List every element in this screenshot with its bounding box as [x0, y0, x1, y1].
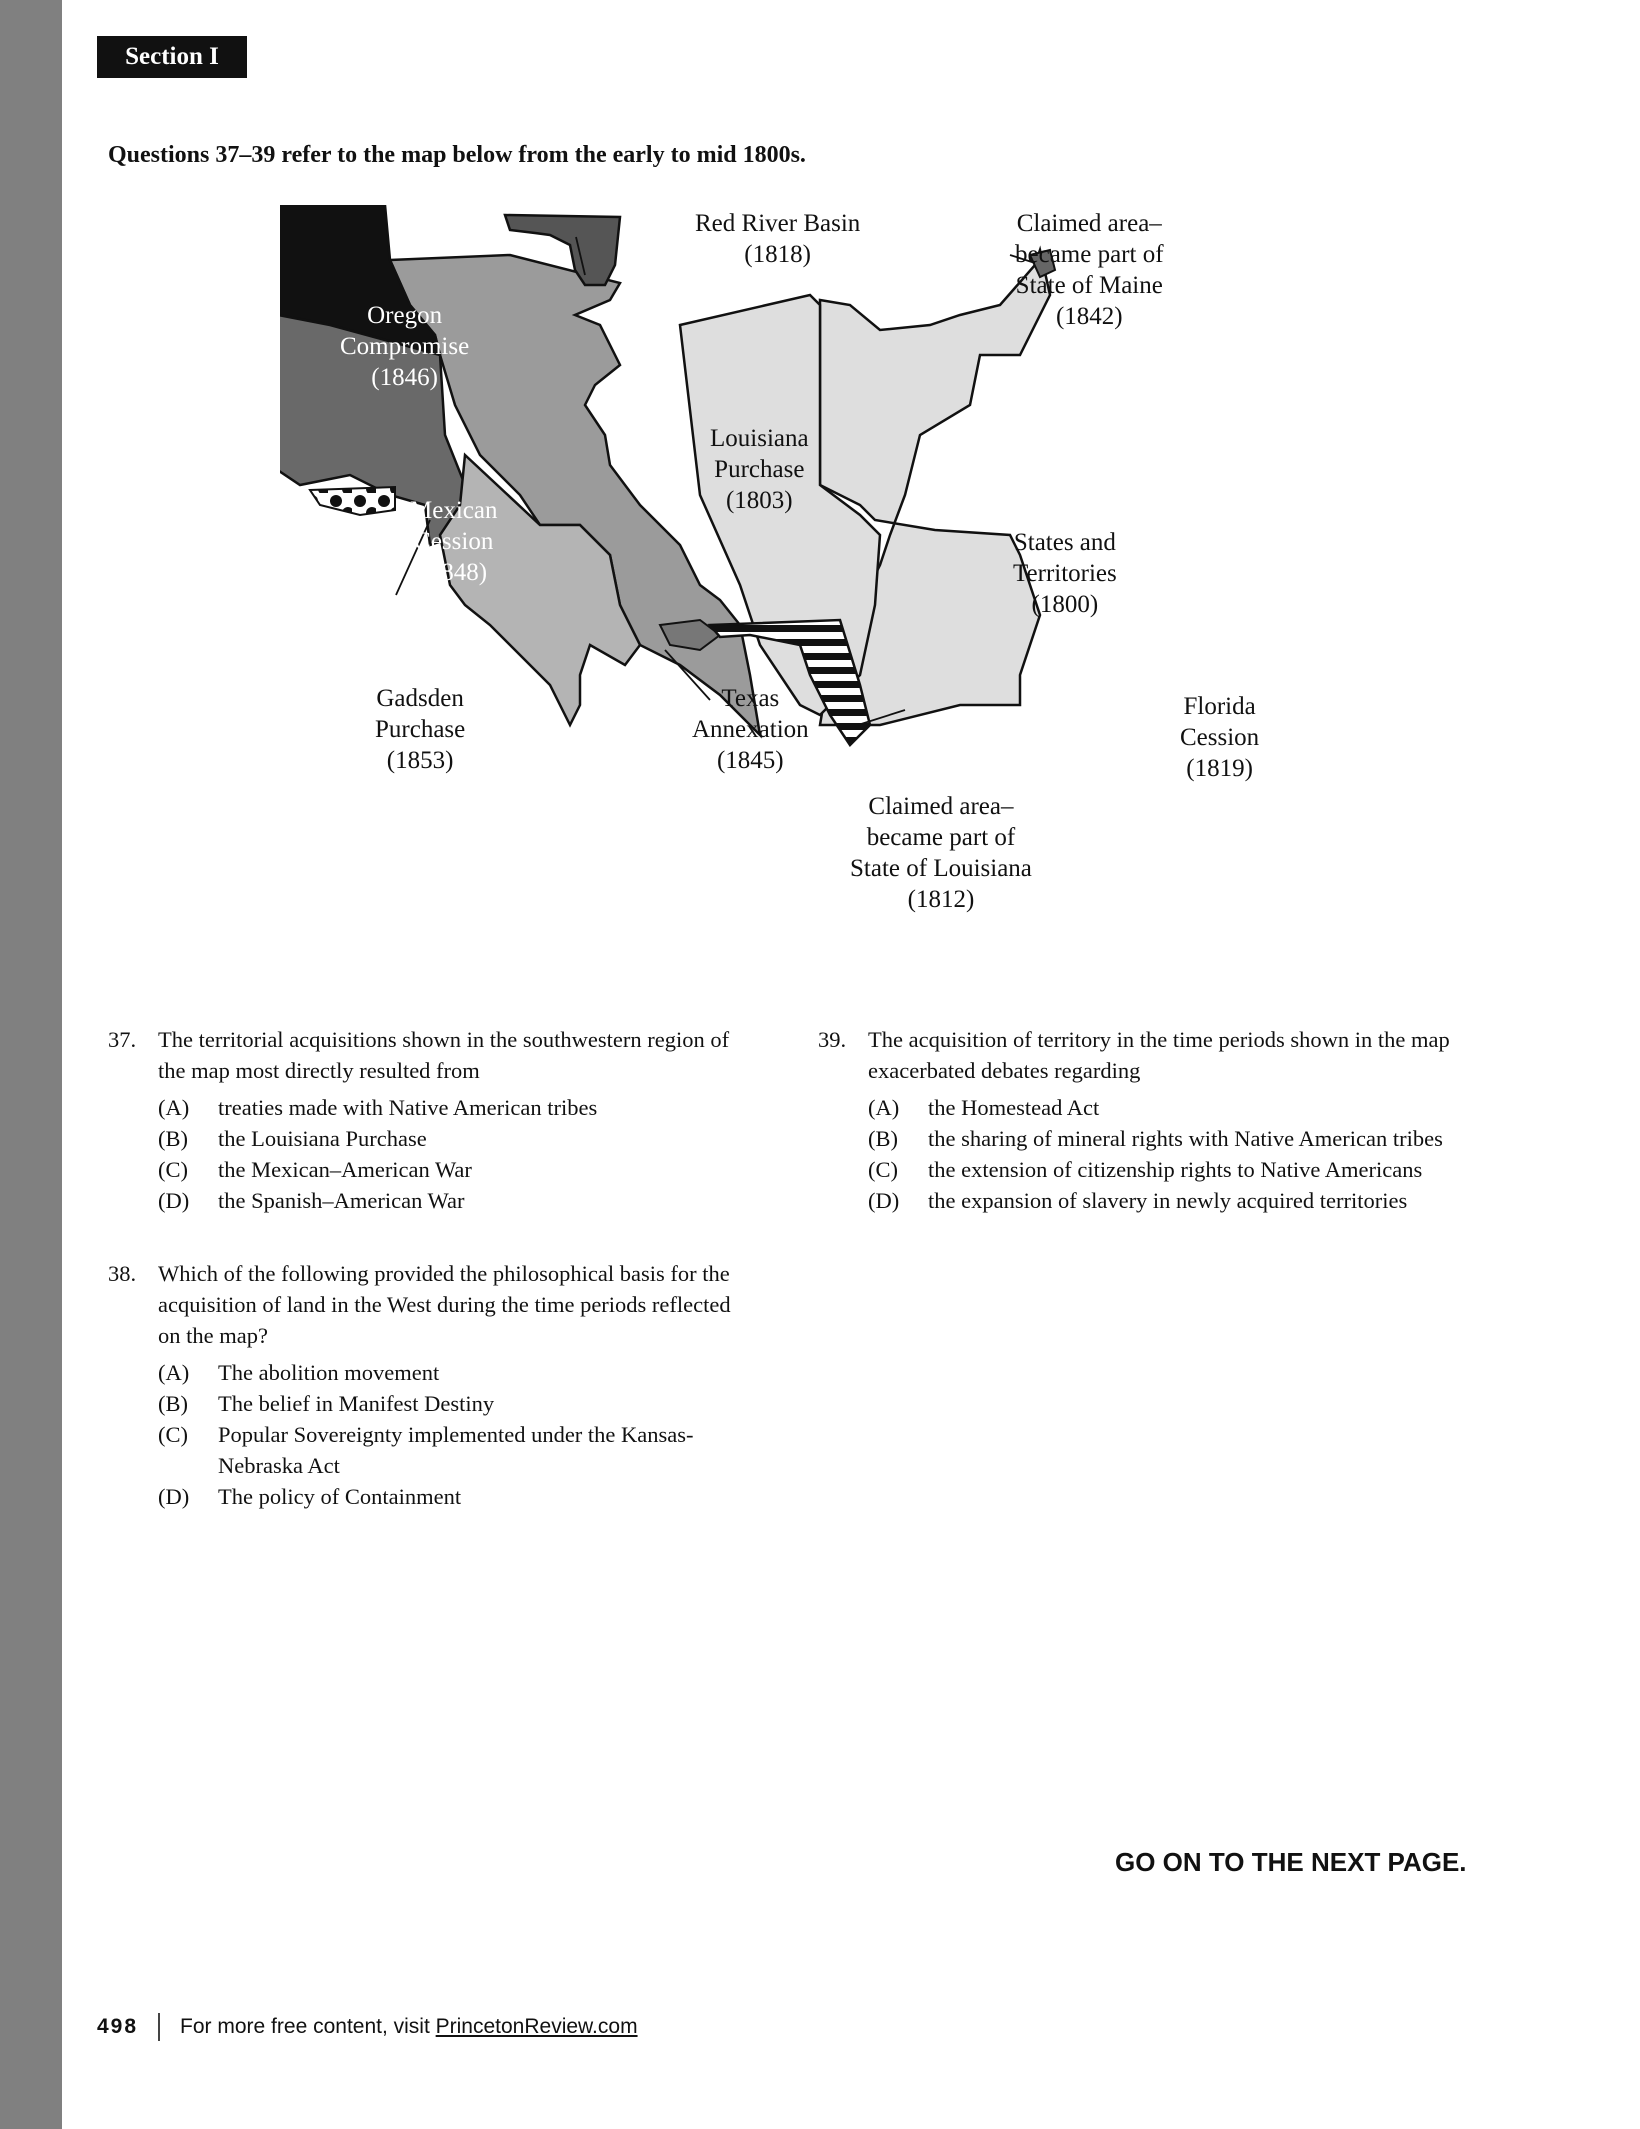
gadsden-region: [310, 487, 395, 515]
question-39: [818, 1024, 1458, 1216]
answer-choice[interactable]: (A) The abolition movement: [158, 1360, 440, 1385]
question-number: 38.: [108, 1261, 137, 1286]
question-number: 39.: [818, 1027, 847, 1052]
side-bar: [0, 0, 62, 2129]
answer-choice[interactable]: (B) The belief in Manifest Destiny: [158, 1391, 495, 1416]
questions-intro: Questions 37–39 refer to the map below from the early to mid 1800s.: [108, 142, 806, 168]
answer-choice[interactable]: (C) the Mexican–American War: [158, 1157, 472, 1182]
territorial-map: [280, 205, 1330, 925]
label-louisiana-purchase: Louisiana Purchase (1803): [710, 425, 809, 514]
label-mexican-cession: Mexican Cession (1848): [410, 497, 498, 586]
answer-choice[interactable]: (A) the Homestead Act: [868, 1095, 1100, 1120]
label-texas: Texas Annexation (1845): [692, 685, 809, 774]
question-text: Which of the following provided the philosophical basis for the acquisition of land in the West during the time periods reflected on the map?: [158, 1261, 731, 1348]
answer-choice[interactable]: (D) The policy of Containment: [158, 1484, 462, 1509]
label-louisiana-claim: Claimed area– became part of State of Louisiana (1812): [850, 793, 1032, 913]
label-states-territories: States and Territories (1800): [1013, 529, 1117, 618]
page-number: 498: [97, 2015, 139, 2038]
question-38: [108, 1258, 758, 1512]
label-florida: Florida Cession (1819): [1180, 693, 1260, 782]
answer-choice[interactable]: (C) the extension of citizenship rights to Native Americans: [868, 1157, 1423, 1182]
answer-choice[interactable]: (A) treaties made with Native American tribes: [158, 1095, 598, 1120]
page-footer: [97, 2013, 638, 2041]
princeton-review-link[interactable]: PrincetonReview.com: [435, 2015, 638, 2038]
label-oregon: Oregon Compromise (1846): [340, 302, 470, 391]
question-text: The acquisition of territory in the time periods shown in the map exacerbated debates regarding: [868, 1027, 1450, 1083]
label-maine: Claimed area– became part of State of Maine (1842): [1015, 210, 1164, 330]
answer-choice[interactable]: (B) the Louisiana Purchase: [158, 1126, 427, 1151]
label-red-river: Red River Basin (1818): [695, 210, 861, 268]
footer-divider: [158, 2013, 160, 2041]
go-on-next-page: GO ON TO THE NEXT PAGE.: [1115, 1847, 1467, 1877]
answer-choice[interactable]: (C) Popular Sovereignty implemented under the Kansas-Nebraska Act: [158, 1422, 694, 1478]
question-text: The territorial acquisitions shown in the southwestern region of the map most directly resulted from: [158, 1027, 730, 1083]
footer-text: For more free content, visit: [180, 2015, 436, 2038]
label-gadsden: Gadsden Purchase (1853): [375, 685, 466, 774]
answer-choice[interactable]: (D) the Spanish–American War: [158, 1188, 465, 1213]
answer-choice[interactable]: (D) the expansion of slavery in newly acquired territories: [868, 1188, 1408, 1213]
answer-choice[interactable]: (B) the sharing of mineral rights with Native American tribes: [868, 1126, 1443, 1151]
section-tag: Section I: [97, 36, 247, 78]
question-number: 37.: [108, 1027, 137, 1052]
question-37: [108, 1024, 748, 1216]
